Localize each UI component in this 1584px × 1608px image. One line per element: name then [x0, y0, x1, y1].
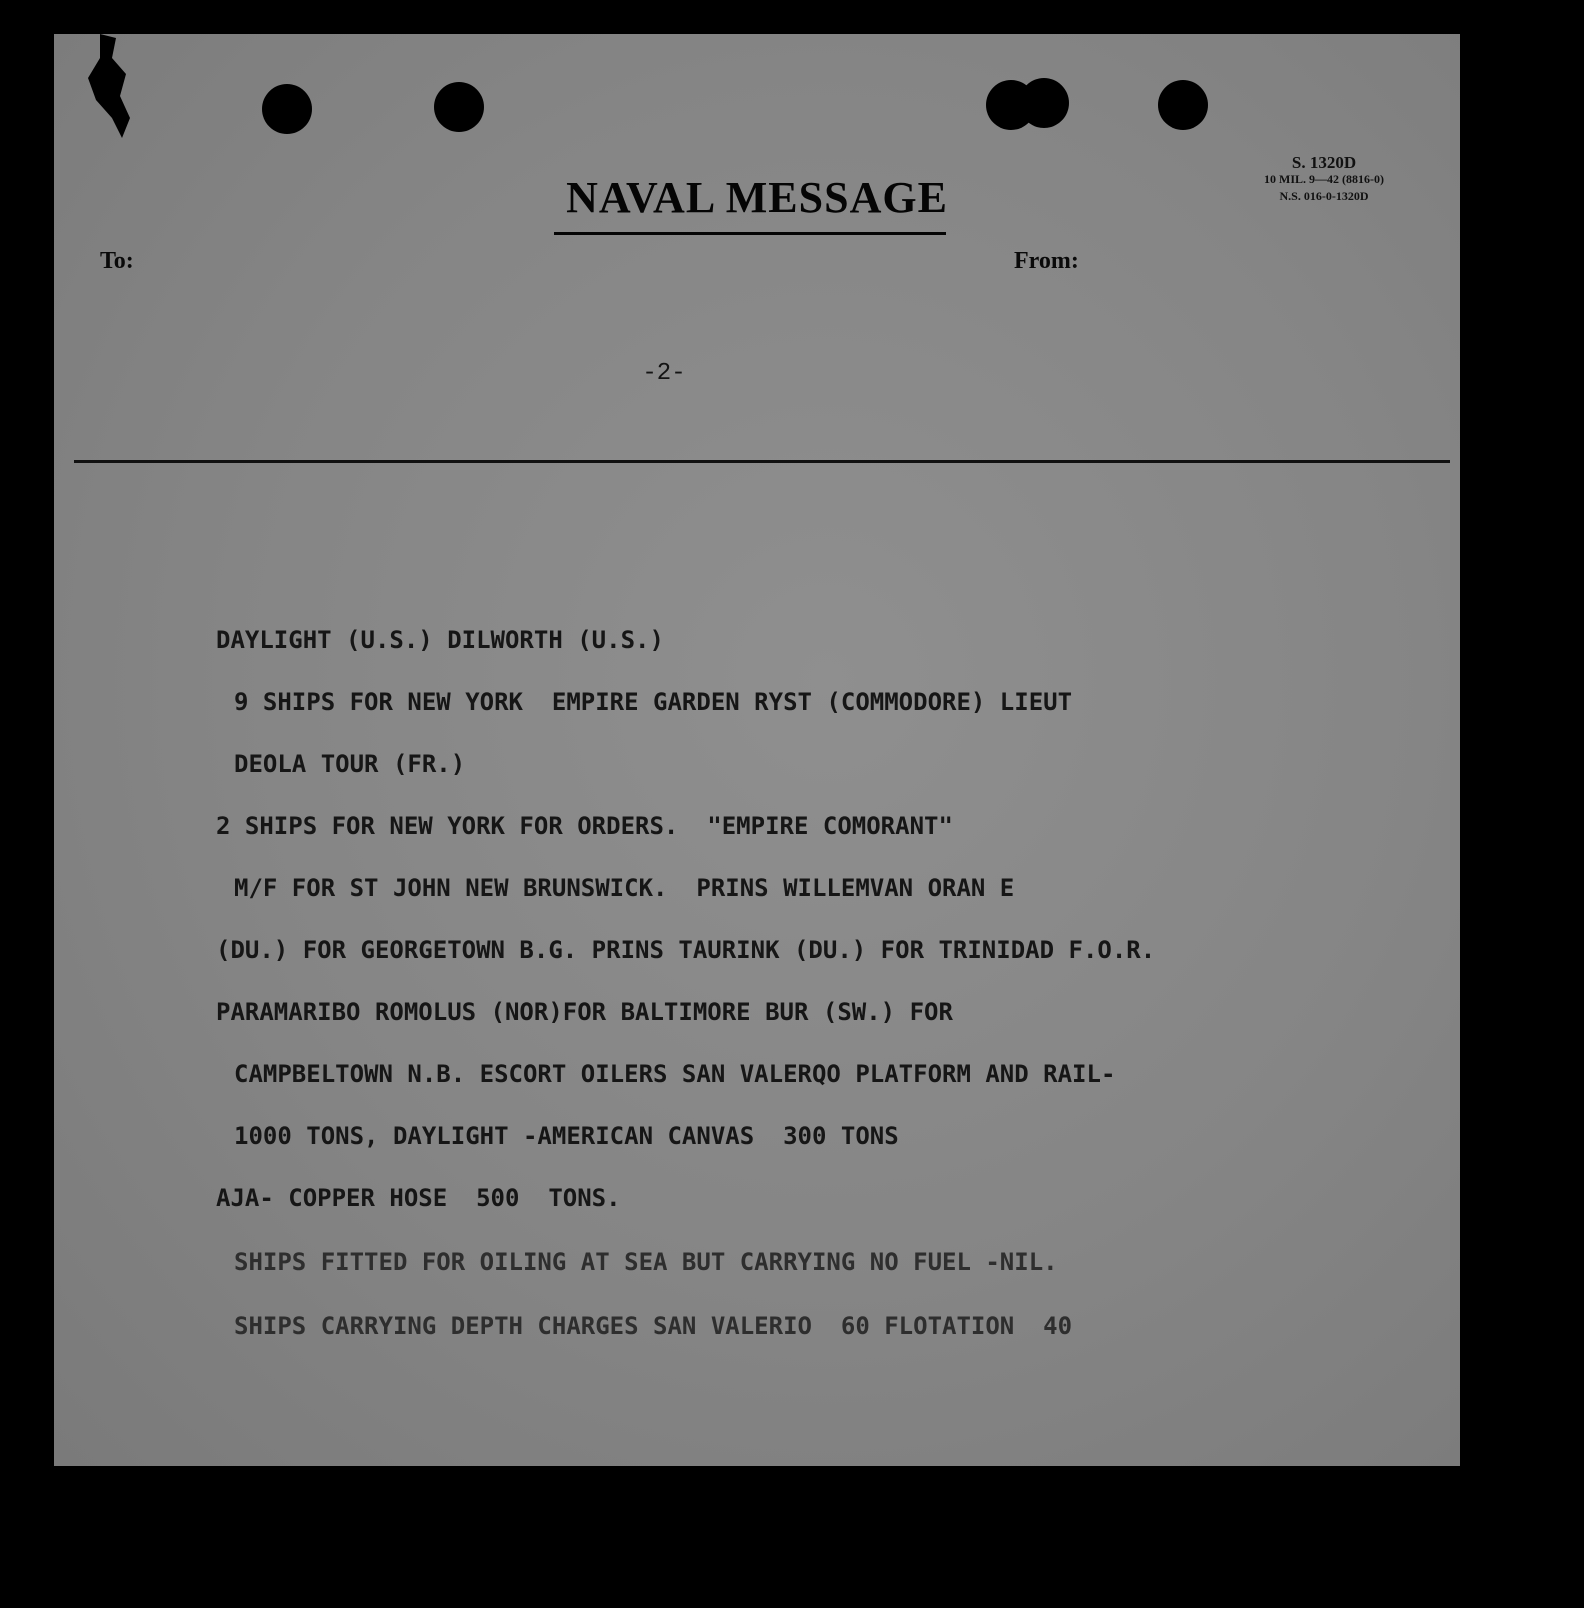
- message-form-sheet: [54, 34, 1460, 1466]
- message-line: 9 SHIPS FOR NEW YORK EMPIRE GARDEN RYST (COMMODORE) LIEUT: [234, 688, 1073, 716]
- message-line: CAMPBELTOWN N.B. ESCORT OILERS SAN VALERQO PLATFORM AND RAIL-: [234, 1060, 1116, 1088]
- message-line: DEOLA TOUR (FR.): [234, 750, 466, 778]
- form-print-info: 10 MIL. 9—42 (8816-0): [1264, 172, 1384, 186]
- document-title: NAVAL MESSAGE: [566, 173, 948, 222]
- from-label: From:: [1014, 248, 1079, 274]
- message-line: SHIPS FITTED FOR OILING AT SEA BUT CARRYING NO FUEL -NIL.: [234, 1248, 1058, 1276]
- message-line: 2 SHIPS FOR NEW YORK FOR ORDERS. "EMPIRE COMORANT": [216, 812, 953, 840]
- message-body: [54, 34, 1460, 1466]
- message-line: SHIPS CARRYING DEPTH CHARGES SAN VALERIO 60 FLOTATION 40: [234, 1312, 1073, 1340]
- message-line: 1000 TONS, DAYLIGHT -AMERICAN CANVAS 300 TONS: [234, 1122, 899, 1150]
- to-label: To:: [100, 248, 134, 274]
- message-line: (DU.) FOR GEORGETOWN B.G. PRINS TAURINK (DU.) FOR TRINIDAD F.O.R.: [216, 936, 1156, 964]
- form-stock-number: N.S. 016-0-1320D: [1279, 189, 1369, 203]
- message-line: AJA- COPPER HOSE 500 TONS.: [216, 1184, 621, 1212]
- page-number: -2-: [642, 360, 686, 387]
- form-code-number: S. 1320D: [1291, 153, 1357, 172]
- message-line: M/F FOR ST JOHN NEW BRUNSWICK. PRINS WILLEMVAN ORAN E: [234, 874, 1015, 902]
- message-line: PARAMARIBO ROMOLUS (NOR)FOR BALTIMORE BUR (SW.) FOR: [216, 998, 953, 1026]
- message-line: DAYLIGHT (U.S.) DILWORTH (U.S.): [216, 626, 664, 654]
